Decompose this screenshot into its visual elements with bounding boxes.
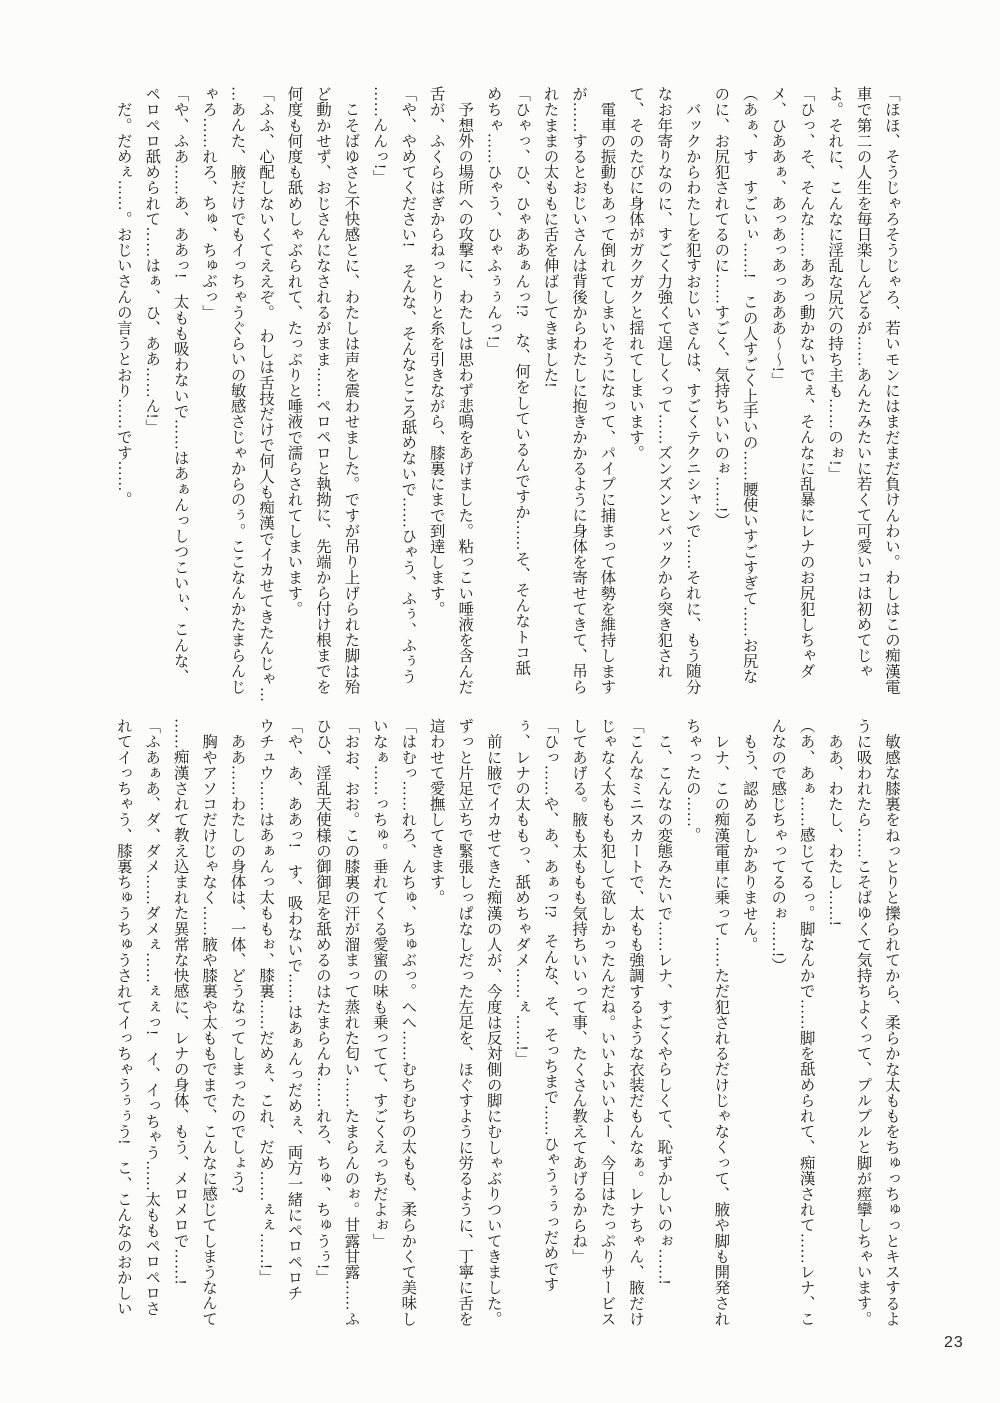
text-line: が……するとおじいさんは背後からわたしに抱きかかるように身体を寄せてきて、吊ら (570, 86, 588, 695)
lower-text-block (107, 718, 905, 1366)
text-line: こ、こんなの変態みたいで……レナ、すごくやらしくて、恥ずかしいのぉ……! (655, 718, 673, 1285)
text-line: 「や、あ、ああっ! す、吸わないで……はあぁんっだめぇ、両方一緒にペロペロチ (285, 718, 303, 1301)
text-line: めちゃ……ひゃう、ひゃふぅぅんっ!」 (484, 86, 502, 357)
text-line: 舌が、ふくらはぎからねっとりと糸を引きながら、膝裏にまで到達します。 (427, 86, 445, 617)
text-line: ど動かせず、おじさんになされるがまま……ペロペロと執拗に、先端から付け根までを (313, 86, 331, 695)
text-line: 電車の振動もあって倒れてしまいそうになって、パイプに捕まって体勢を維持します (598, 86, 616, 695)
text-line: レナ、この痴漢電車に乗って……ただ犯されるだけじゃなくって、腋や脚も開発され (712, 718, 730, 1327)
text-line: （あぁ、す すごいぃ……! この人すごく上手いの……腰使いすごすぎて……お尻な (740, 86, 758, 685)
text-line: ウチュウ……はあぁんっ太ももぉ、膝裏……だめぇ、これ、だめ……ぇぇ……!」 (257, 718, 275, 1285)
text-line: 「こんなミニスカートで、太もも強調するような衣装だもんなぁ。レナちゃん、腋だけ (626, 718, 644, 1327)
text-line: れたままの太ももに舌を伸ばしてきました! (541, 86, 559, 388)
text-line: うに吸われたら……こそばゆくて気持ちよくって、プルプルと脚が痙攣しちゃいます。 (854, 718, 872, 1327)
text-line: よ。それに、こんなに淫乱な尻穴の持ち主も……のぉ!」 (826, 86, 844, 482)
text-line: いなぁ……っちゅ。垂れてくる愛蜜の味も乗ってて、すごくえっちだよぉ」 (370, 718, 388, 1249)
text-line: …あんた、腋だけでもイっちゃうぐらいの敏感さじゃからのぅ。ここなんかたまらんじ (228, 86, 246, 695)
text-line: 「や、ふあ……あ、ああっ! 太もも吸わないで……はあぁんっしつこいぃ、こんな、 (171, 86, 189, 685)
text-line: 「ひっ……や、あ、あぁっ!? そんな、そ、そっちまで……ひゃうぅぅっだめです (541, 718, 559, 1292)
text-line: て、そのたびに身体がガクガクと揺れてしまいます。 (626, 86, 644, 461)
text-line: メ、ひああぁ、あっあっあっあああ〜〜!」 (769, 86, 787, 388)
text-line: れてイっちゃう、膝裏ちゅうちゅうされてイっちゃうぅぅう! こ、こんなのおかしい (114, 718, 132, 1317)
text-line: 「はむっ……れろ、んちゅ、ちゅぶっ。へへ……むちむちの太もも、柔らかくて美味し (399, 718, 417, 1327)
text-line: 這わせて愛撫してきます。 (427, 718, 445, 906)
text-line: 「や、やめてください! そんな、そんなところ舐めないで……ひゃう、ふぅ、ふぅう (399, 86, 417, 685)
text-line: ちゃったの……。 (683, 718, 701, 843)
text-line: じゃなく太ももも犯して欲しかったんだね。いいよいいよー、今日はたっぷりサービス (598, 718, 616, 1327)
upper-text-block (107, 86, 905, 718)
text-line: 車で第二の人生を毎日楽しんどるが……あんたみたいに若くて可愛いコは初めてじゃ (854, 86, 872, 679)
text-line: 敏感な膝裏をねっとりと擽られてから、柔らかな太ももをちゅっちゅっとキスするよ (883, 718, 900, 1327)
text-line: 「おお、おお。この膝裏の汗が溜まって蒸れた匂い……たまらんのぉ。甘露甘露……ふ (342, 718, 360, 1327)
text-line: 「ふあぁあ、ダ、ダメ……ダメぇ……ぇぇっ! イ、イっちゃう……太ももペロペロさ (143, 718, 161, 1317)
text-line: 「ほほ、そうじゃろそうじゃろ、若いモンにはまだまだ負けんわい。わしはこの痴漢電 (883, 86, 900, 695)
text-line: してあげる。腋も太ももも気持ちいいって事、たくさん教えてあげるからね」 (570, 718, 588, 1264)
text-line: ひひ、淫乱天使様の御御足を舐めるのはたまらんわ……れろ、ちゅ、ちゅうぅ!」 (313, 718, 331, 1285)
text-line: ああ……わたしの身体は、一体、どうなってしまったのでしょう? (228, 718, 246, 1194)
text-line: 前に腋でイカせてきた痴漢の人が、今度は反対側の脚にむしゃぶりついてきました。 (484, 718, 502, 1327)
text-line: なお年寄りなのに、すごく力強くて逞しくって……ズンズンとバックから突き犯され (655, 86, 673, 679)
text-line: んなので感じちゃってるのぉ……!） (769, 718, 787, 973)
text-line: 胸やアソコだけじゃなく……腋や膝裏や太ももでまで、こんなに感じてしまうなんて (200, 718, 218, 1327)
text-line: もう、認めるしかありません。 (740, 718, 758, 952)
text-line: ……痴漢されて教え込まれた異常な快感に、レナの身体、もう、メロメロで……! (171, 718, 189, 1285)
text-line: 予想外の場所への攻撃に、わたしは思わず悲鳴をあげました。粘っこい唾液を含んだ (456, 86, 474, 695)
text-line: バックからわたしを犯すおじいさんは、すごくテクニシャンで……それに、もう随分 (683, 86, 701, 695)
text-line: ずっと片足立ちで緊張しっぱなしだった左足を、ほぐすように労るように、丁寧に舌を (456, 718, 474, 1327)
text-line: 「ひゃっ、ひ、ひゃああぁんっ!? な、何をしているんですか……そ、そんなトコ舐 (513, 86, 531, 676)
text-line: ああ、わたし、わたし……! (826, 718, 844, 927)
text-line: のに、お尻犯されてるのに……すごく、気持ちいいのぉ……!） (712, 86, 730, 529)
text-line: ……んんっ!」 (370, 86, 388, 185)
text-line: こそばゆさと不快感とに、わたしは声を震わせました。ですが吊り上げられた脚は殆 (342, 86, 360, 695)
text-line: だ。だめぇ……。おじいさんの言うとおり……です……。 (114, 86, 132, 508)
text-line: （あ、あぁ……感じてるっ。脚なんかで……脚を舐められて、痴漢されて……レナ、こ (797, 718, 815, 1327)
page-number: 23 (944, 1334, 964, 1351)
text-line: ぅ、レナの太ももっ、舐めちゃダメ……ぇ……!」 (513, 718, 531, 1067)
text-line: ゃろ……れろ、ちゅ、ちゅぶっ」 (200, 86, 218, 320)
text-line: ペロペロ舐められて……はぁ、ひ、ああ……ん!」 (143, 86, 161, 435)
text-line: 「ひっ、そ、そんな……ああっ動かないでぇ、そんなに乱暴にレナのお尻犯しちゃダ (797, 86, 815, 679)
text-line: 何度も何度も舐めしゃぶられて、たっぷりと唾液で濡らされてしまいます。 (285, 86, 303, 617)
text-line: 「ふふ、心配しないくてええぞ。 わしは舌技だけで何人も痴漢でイカせてきたんじゃ… (257, 86, 275, 703)
